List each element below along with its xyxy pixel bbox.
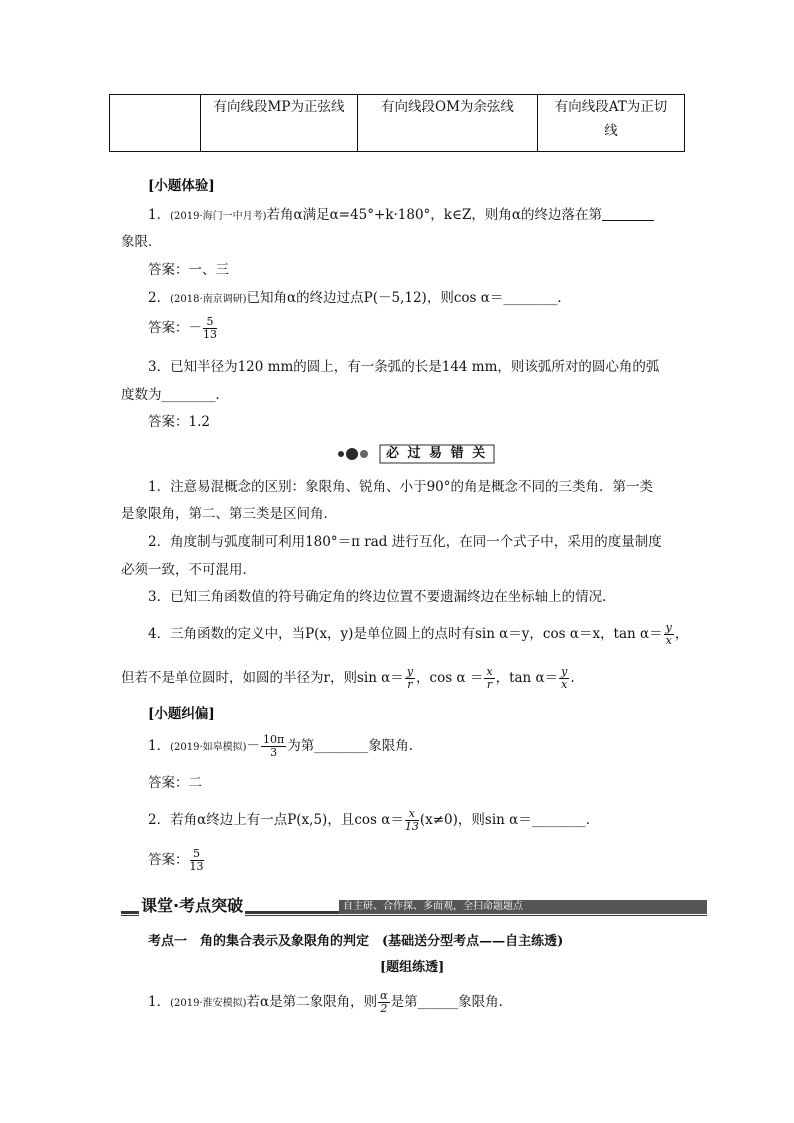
error-point-2-cont: 必须一致，不可混用． <box>121 562 256 578</box>
table-cell-tangent-line: 有向线段AT为正切 线 <box>538 95 685 152</box>
fraction: $\frac{5}{13}$ <box>189 847 204 873</box>
topic-title: 考点一 角的集合表示及象限角的判定 (基础送分型考点——自主练透) <box>148 934 564 949</box>
section-title: 课堂·考点突破 <box>141 896 244 915</box>
fraction: $\frac{x}{r}$ <box>486 665 493 691</box>
fraction: $\frac{10\pi}{3}$ <box>263 733 285 759</box>
correction-question-1: 1．(2019·如皋模拟)－ $\frac{10\pi}{3}$ 为第________象限角． <box>148 733 423 759</box>
table-cell-sine-line: 有向线段MP为正弦线 <box>201 95 358 152</box>
answer-3: 答案：1.2 <box>148 414 210 430</box>
topic-subheader: [题组练透] <box>380 960 445 975</box>
answer-blank <box>602 206 654 221</box>
question-1-cont: 象限． <box>121 234 162 250</box>
error-point-4-cont: 但若不是单位圆时，如圆的半径为r，则sin α＝ $\frac{y}{r}$ ，cos α ＝ $\frac{x}{r}$ ，tan α＝ $\frac{y}{x}$ . <box>121 665 575 691</box>
fraction: $\frac{\alpha}{2}$ <box>380 989 388 1015</box>
error-point-3: 3．已知三角函数值的符号确定角的终边位置不要遗漏终边在坐标轴上的情况． <box>148 589 616 605</box>
section-subtitle: 自主研、合作探、多面观，全扫命题题点 <box>343 901 523 912</box>
table-cell-cosine-line: 有向线段OM为余弦线 <box>358 95 538 152</box>
fraction: $\frac{y}{x}$ <box>561 665 568 691</box>
fraction: $\frac{x}{13}$ <box>404 807 419 833</box>
fraction: $\frac{y}{x}$ <box>665 621 672 647</box>
table-cell-empty <box>110 95 201 152</box>
error-point-1-cont: 是象限角，第二、第三类是区间角． <box>121 506 337 522</box>
topic-question-1: 1．(2019·淮安模拟)若α是第二象限角，则 $\frac{\alpha}{2}$ 是第______象限角． <box>148 989 513 1015</box>
section-header-practice: [小题体验] <box>148 178 215 194</box>
fraction: $\frac{5}{13}$ <box>203 315 217 341</box>
answer-2: 答案：－ $\frac{5}{13}$ <box>148 315 217 341</box>
question-3: 3．已知半径为120 mm的圆上，有一条弧的长是144 mm，则该弧所对的圆心角的弧 <box>148 359 660 375</box>
correction-answer-2: 答案： $\frac{5}{13}$ <box>148 847 204 873</box>
fraction: $\frac{y}{r}$ <box>406 665 414 691</box>
answer-1: 答案：一、三 <box>148 262 229 278</box>
section-bar <box>121 898 707 918</box>
error-point-2: 2．角度制与弧度制可利用180°＝π rad 进行互化，在同一个式子中，采用的度量制度 <box>148 534 662 550</box>
error-prone-banner <box>336 444 496 464</box>
error-point-1: 1．注意易混概念的区别：象限角、锐角、小于90°的角是概念不同的三类角．第一类 <box>148 479 654 495</box>
question-2: 2．(2018·南京调研)已知角α的终边过点P(－5,12)，则cos α＝________． <box>148 290 571 306</box>
question-1: 1．(2019·海门一中月考)若角α满足α=45°+k·180°，k∈Z，则角α的终边落在第 <box>148 205 654 227</box>
correction-answer-1: 答案：二 <box>148 775 202 791</box>
error-point-4: 4．三角函数的定义中，当P(x，y)是单位圆上的点时有sin α＝y，cos α＝x，tan α＝ $\frac{y}{x}$ ， <box>148 621 689 647</box>
banner-title: 必 过 易 错 关 <box>386 446 488 461</box>
section-header-correction: [小题纠偏] <box>148 706 215 722</box>
correction-question-2: 2．若角α终边上有一点P(x,5)，且cos α＝ $\frac{x}{13}$ (x≠0)，则sin α＝________． <box>148 807 600 833</box>
question-3-cont: 度数为________． <box>121 387 229 403</box>
definition-table <box>109 94 685 152</box>
